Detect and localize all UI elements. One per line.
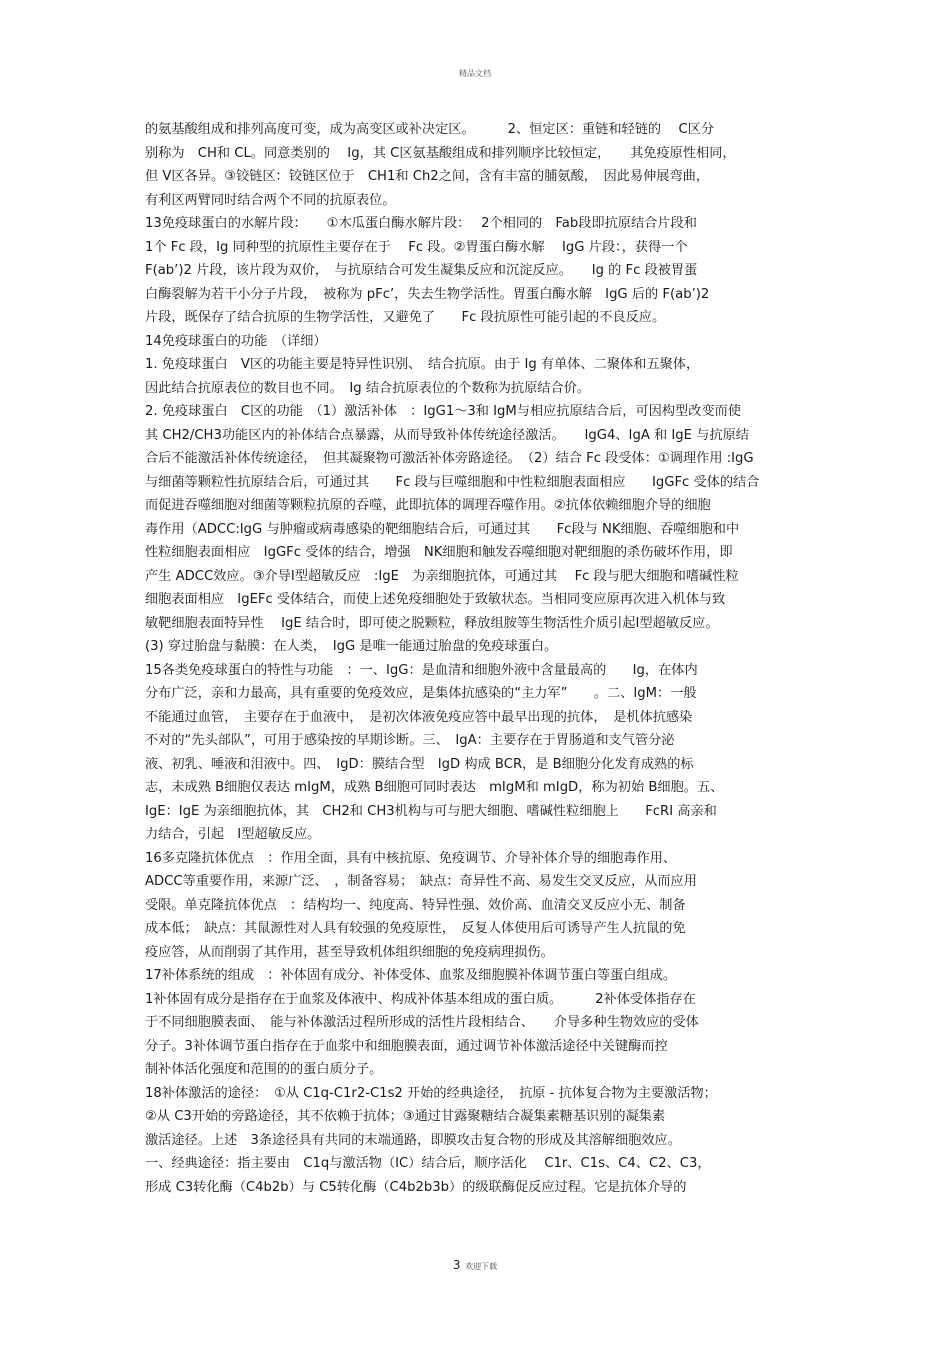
text-line: 有利区两臂同时结合两个不同的抗原表位。 xyxy=(145,192,396,208)
text-line: 激活途径。上述 3条途径具有共同的末端通路，即膜攻击复合物的形成及其溶解细胞效应。 xyxy=(145,1132,681,1148)
text-line: 不能通过血管， 主要存在于血液中， 是初次体液免疫应答中最早出现的抗体， 是机体抗感染 xyxy=(145,709,693,725)
text-line: 液、初乳、唾液和泪液中。四、 IgD：膜结合型 IgD 构成 BCR，是 B细胞分化发育成熟的标 xyxy=(145,756,694,772)
page-number: 3 xyxy=(452,1258,461,1272)
text-line: 细胞表面相应 IgEFc 受体结合，而使上述免疫细胞处于致敏状态。当相同变应原再次进入机体与致 xyxy=(145,592,726,607)
text-line: 于不同细胞膜表面、 能与补体激活过程所形成的活性片段相结合、 介导多种生物效应的受体 xyxy=(145,1015,699,1030)
text-line: IgE：IgE 为亲细胞抗体，其 CH2和 CH3机构与可与肥大细胞、嗜碱性粒细胞上 FcRI 高亲和 xyxy=(145,803,717,819)
text-line: 1个 Fc 段，Ig 同种型的抗原性主要存在于 Fc 段。②胃蛋白酶水解 IgG 片段：，获得一个 xyxy=(145,239,688,255)
text-line: 毒作用（ADCC:IgG 与肿瘤或病毒感染的靶细胞结合后，可通过其 Fc段与 NK细胞、吞噬细胞和中 xyxy=(145,521,740,537)
text-line: 疫应答，从而削弱了其作用，甚至导致机体组织细胞的免疫病理损伤。 xyxy=(145,944,554,960)
text-line: 成本低； 缺点：其鼠源性对人具有较强的免疫原性， 反复人体使用后可诱导产生人抗鼠的免 xyxy=(145,921,686,936)
page-header: 精品文档 xyxy=(459,69,491,78)
text-line: ②从 C3开始的旁路途径，其不依赖于抗体；③通过甘露聚糖结合凝集素糖基识别的凝集素 xyxy=(145,1109,666,1124)
text-line: F(ab’)2 片段，该片段为双价， 与抗原结合可发生凝集反应和沉淀反应。 Ig 的 Fc 段被胃蛋 xyxy=(145,263,698,278)
text-line: (3) 穿过胎盘与黏膜：在人类， IgG 是唯一能通过胎盘的免疫球蛋白。 xyxy=(145,639,558,654)
text-line: 别称为 CH和 CL。同意类别的 Ig，其 C区氨基酸组成和排列顺序比较恒定， 其免疫原性相同， xyxy=(145,145,736,161)
section-heading-17: 17补体系统的组成 ：补体固有成分、补体受体、血浆及细胞膜补体调节蛋白等蛋白组成。 xyxy=(145,968,677,983)
text-line: 分布广泛，亲和力最高，具有重要的免疫效应，是集体抗感染的“主力军” 。二、IgM：一般 xyxy=(145,686,697,701)
text-line: 1. 免疫球蛋白 V区的功能主要是特异性识别、 结合抗原。由于 Ig 有单体、二聚体和五聚体， xyxy=(145,357,700,372)
text-line: 力结合，引起 Ⅰ型超敏反应。 xyxy=(145,827,321,842)
text-line: 片段，既保存了结合抗原的生物学活性，又避免了 Fc 段抗原性可能引起的不良反应。 xyxy=(145,310,666,325)
page-footer xyxy=(0,1258,950,1272)
text-line: 受限。单克隆抗体优点 ：结构均一、纯度高、特异性强、效价高、血清交叉反应小无、制备 xyxy=(145,897,686,913)
document-body xyxy=(145,118,865,1199)
text-line: 白酶裂解为若干小分子片段， 被称为 pFc’，失去生物学活性。胃蛋白酶水解 IgG 后的 F(ab’)2 xyxy=(145,286,710,302)
text-line: 分子。3补体调节蛋白指存在于血浆中和细胞膜表面，通过调节补体激活途径中关键酶而控 xyxy=(145,1038,668,1054)
section-heading-16: 16多克隆抗体优点 ：作用全面，具有中核抗原、免疫调节、介导补体介导的细胞毒作用、 xyxy=(145,850,677,866)
text-line: 但 V区各异。③铰链区：铰链区位于 CH1和 Ch2之间，含有丰富的脯氨酸， 因此易伸展弯曲， xyxy=(145,169,710,184)
text-line: ADCC等重要作用，来源广泛、 ，制备容易； 缺点：奇异性不高、易发生交叉反应，从而应用 xyxy=(145,874,697,889)
text-line: 1补体固有成分是指存在于血浆及体液中、构成补体基本组成的蛋白质。 2补体受体指存在 xyxy=(145,991,696,1007)
section-heading-14: 14免疫球蛋白的功能 （详细） xyxy=(145,333,327,349)
text-line: 一、经典途径：指主要由 C1q与激活物（IC）结合后，顺序活化 C1r、C1s、C4、C2、C3， xyxy=(145,1156,711,1171)
text-line: 制补体活化强度和范围的的蛋白质分子。 xyxy=(145,1062,383,1077)
text-line: 敏靶细胞表面特异性 IgE 结合时，即可使之脱颗粒，释放组胺等生物活性介质引起Ⅰ型超敏反应。 xyxy=(145,615,719,631)
section-heading-13: 13免疫球蛋白的水解片段： ①木瓜蛋白酶水解片段： 2个相同的 Fab段即抗原结合片段和 xyxy=(145,216,697,231)
section-heading-18: 18补体激活的途径： ①从 C1q-C1r2-C1s2 开始的经典途径， 抗原 - 抗体复合物为主要激活物； xyxy=(145,1085,717,1101)
section-heading-15: 15各类免疫球蛋白的特性与功能 ：一、IgG：是血清和细胞外液中含量最高的 Ig，在体内 xyxy=(145,662,698,678)
text-line: 志，未成熟 B细胞仅表达 mIgM，成熟 B细胞可同时表达 mIgM和 mIgD，称为初始 B细胞。五、 xyxy=(145,780,724,795)
text-line: 性粒细胞表面相应 IgGFc 受体的结合，增强 NK细胞和触发吞噬细胞对靶细胞的杀伤破坏作用，即 xyxy=(145,545,733,560)
text-line: 2. 免疫球蛋白 C区的功能 （1）激活补体 ：IgG1～3和 IgM与相应抗原结合后，可因构型改变而使 xyxy=(145,404,741,419)
text-line: 产生 ADCC效应。③介导Ⅰ型超敏反应 :IgE 为亲细胞抗体，可通过其 Fc 段与肥大细胞和嗜碱性粒 xyxy=(145,568,739,584)
text-line: 与细菌等颗粒性抗原结合后，可通过其 Fc 段与巨噬细胞和中性粒细胞表面相应 IgGFc 受体的结合 xyxy=(145,474,760,490)
text-line: 其 CH2/CH3功能区内的补体结合点暴露，从而导致补体传统途径激活。 IgG4、IgA 和 IgE 与抗原结 xyxy=(145,427,749,443)
text-line: 而促进吞噬细胞对细菌等颗粒抗原的吞噬，此即抗体的调理吞噬作用。②抗体依赖细胞介导的细胞 xyxy=(145,498,711,513)
footer-text: 欢迎下载 xyxy=(465,1262,498,1271)
text-line: 形成 C3转化酶（C4b2b）与 C5转化酶（C4b2b3b）的级联酶促反应过程。它是抗体介导的 xyxy=(145,1179,687,1195)
text-line: 合后不能激活补体传统途径， 但其凝聚物可激活补体旁路途径。 （2）结合 Fc 段受体：①调理作用 :IgG xyxy=(145,451,754,466)
text-line: 因此结合抗原表位的数目也不同。 Ig 结合抗原表位的个数称为抗原结合价。 xyxy=(145,380,591,396)
text-line: 不对的“先头部队”，可用于感染按的早期诊断。三、 IgA：主要存在于胃肠道和支气管分泌 xyxy=(145,733,675,748)
text-line: 的氨基酸组成和排列高度可变，成为高变区或补决定区。 2、恒定区：重链和轻链的 C区分 xyxy=(145,122,715,137)
